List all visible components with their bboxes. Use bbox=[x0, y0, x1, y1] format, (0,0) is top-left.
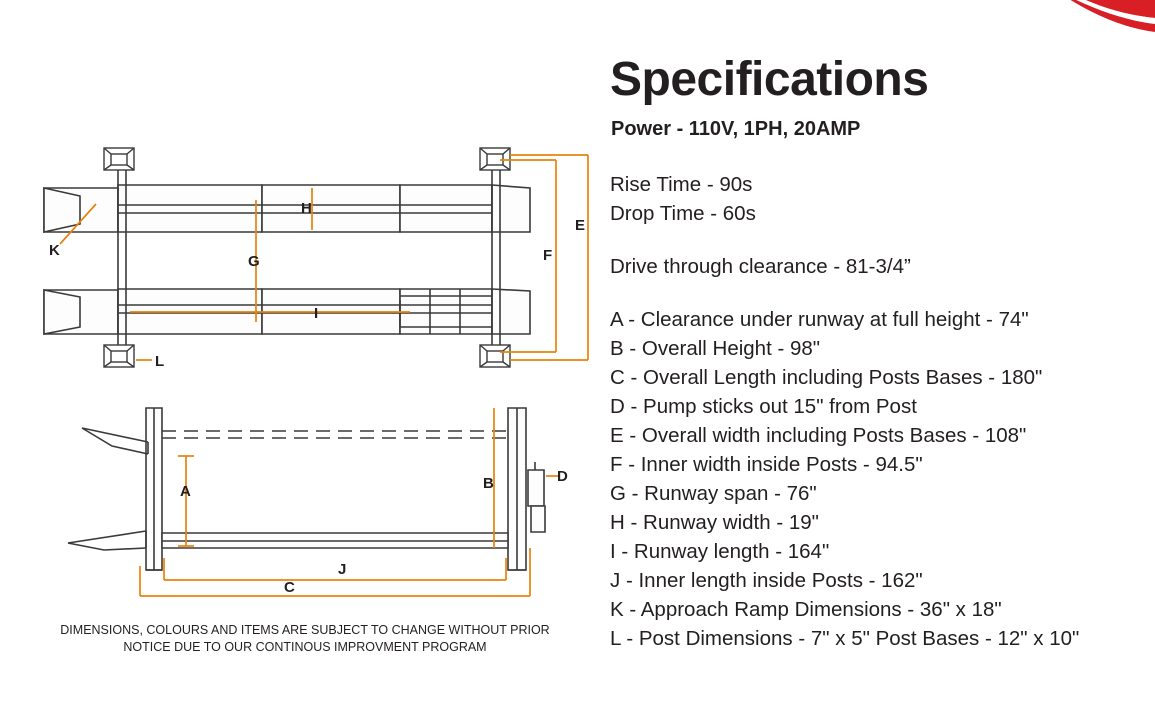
label-K: K bbox=[49, 242, 60, 259]
spec-line: F - Inner width inside Posts - 94.5" bbox=[610, 453, 923, 476]
disclaimer-line-1: DIMENSIONS, COLOURS AND ITEMS ARE SUBJECT TO CHANGE WITHOUT PRIOR bbox=[60, 623, 550, 637]
spec-list bbox=[610, 170, 1155, 653]
page-title: Specifications bbox=[610, 53, 929, 106]
label-H: H bbox=[301, 200, 312, 217]
spec-line: Rise Time - 90s bbox=[610, 173, 753, 196]
spec-line: Drive through clearance - 81-3/4” bbox=[610, 255, 911, 278]
label-E: E bbox=[575, 217, 586, 234]
spec-line: G - Runway span - 76" bbox=[610, 482, 817, 505]
spec-line: B - Overall Height - 98" bbox=[610, 337, 821, 360]
label-B: B bbox=[483, 475, 494, 492]
spec-line: J - Inner length inside Posts - 162" bbox=[610, 569, 923, 592]
label-J: J bbox=[338, 561, 347, 578]
label-L: L bbox=[155, 353, 165, 370]
specifications-panel bbox=[606, 0, 1155, 721]
label-A: A bbox=[180, 483, 191, 500]
disclaimer-line-2: NOTICE DUE TO OUR CONTINOUS IMPROVMENT PROGRAM bbox=[123, 639, 487, 654]
label-F: F bbox=[543, 247, 553, 264]
spec-line: A - Clearance under runway at full height - 74" bbox=[610, 308, 1029, 331]
spec-line: L - Post Dimensions - 7" x 5" Post Bases - 12" x 10" bbox=[610, 627, 1080, 650]
power-spec: Power - 110V, 1PH, 20AMP bbox=[611, 118, 861, 140]
label-C: C bbox=[284, 579, 295, 596]
side-view-drawing bbox=[0, 398, 600, 628]
spec-line: K - Approach Ramp Dimensions - 36" x 18" bbox=[610, 598, 1002, 621]
spec-line: E - Overall width including Posts Bases - 108" bbox=[610, 424, 1027, 447]
top-view-drawing bbox=[0, 0, 600, 410]
label-G: G bbox=[248, 253, 260, 270]
label-D: D bbox=[557, 468, 568, 485]
spec-line: I - Runway length - 164" bbox=[610, 540, 830, 563]
spec-line: D - Pump sticks out 15" from Post bbox=[610, 395, 917, 418]
disclaimer-note bbox=[40, 622, 570, 656]
spec-line: H - Runway width - 19" bbox=[610, 511, 819, 534]
spec-line: C - Overall Length including Posts Bases - 180" bbox=[610, 366, 1043, 389]
spec-line: Drop Time - 60s bbox=[610, 202, 756, 225]
label-I: I bbox=[314, 305, 319, 322]
